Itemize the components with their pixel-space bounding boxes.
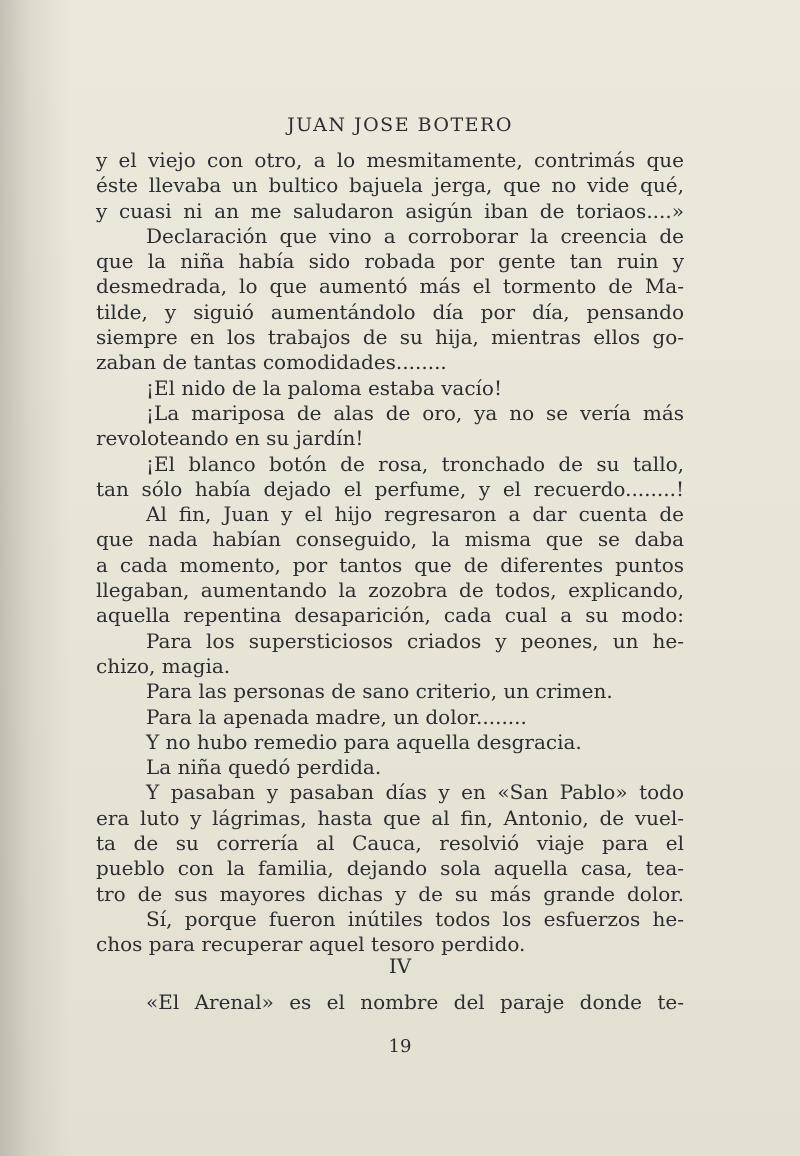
text-line: revoloteando en su jardín!	[96, 426, 364, 451]
text-line: Sí, porque fueron inútiles todos los esfuerzos he-	[146, 906, 684, 931]
text-line: era luto y lágrimas, hasta que al fin, Antonio, de vuel-	[96, 805, 684, 830]
text-line: Para la apenada madre, un dolor........	[146, 704, 527, 729]
section-heading: IV	[388, 954, 412, 978]
text-line: tilde, y siguió aumentándolo día por día, pensando	[96, 299, 684, 324]
text-line: Y pasaban y pasaban días y en «San Pablo» todo	[146, 780, 684, 805]
text-line: y el viejo con otro, a lo mesmitamente, contrimás que	[96, 148, 684, 172]
text-line: ta de su correría al Cauca, resolvió viaje para el	[96, 831, 684, 856]
text-line: llegaban, aumentando la zozobra de todos, explicando,	[96, 578, 684, 603]
text-line: chos para recuperar aquel tesoro perdido.	[96, 932, 526, 957]
text-line: ¡El nido de la paloma estaba vacío!	[146, 375, 502, 400]
text-line: pueblo con la familia, dejando sola aquella casa, tea-	[96, 856, 684, 881]
text-line: ¡La mariposa de alas de oro, ya no se vería más	[146, 400, 684, 425]
text-line: Y no hubo remedio para aquella desgracia.	[146, 729, 582, 754]
text-line: zaban de tantas comodidades........	[96, 350, 447, 375]
text-line: chizo, magia.	[96, 653, 231, 678]
text-line: Declaración que vino a corroborar la creencia de	[146, 223, 684, 248]
body-text	[96, 148, 684, 958]
running-header: JUAN JOSE BOTERO	[287, 114, 513, 136]
text-line: Al fin, Juan y el hijo regresaron a dar cuenta de	[146, 502, 684, 527]
text-line: y cuasi ni an me saludaron asigún iban de toriaos....»	[96, 198, 684, 223]
text-line: La niña quedó perdida.	[146, 755, 382, 780]
text-line: desmedrada, lo que aumentó más el tormento de Ma-	[96, 274, 684, 299]
text-line: siempre en los trabajos de su hija, mientras ellos go-	[96, 325, 684, 350]
text-line: que nada habían conseguido, la misma que se daba	[96, 527, 684, 552]
text-line: aquella repentina desaparición, cada cual a su modo:	[96, 603, 684, 628]
text-line: Para las personas de sano criterio, un crimen.	[146, 679, 613, 704]
text-line: tro de sus mayores dichas y de su más grande dolor.	[96, 881, 684, 906]
page-number: 19	[388, 1036, 412, 1057]
text-line: Para los supersticiosos criados y peones, un he-	[146, 628, 684, 653]
section-first-line: «El Arenal» es el nombre del paraje donde te-	[146, 990, 684, 1014]
text-line: tan sólo había dejado el perfume, y el recuerdo........!	[96, 476, 684, 501]
text-line: que la niña había sido robada por gente tan ruin y	[96, 249, 684, 274]
text-line: a cada momento, por tantos que de diferentes puntos	[96, 552, 684, 577]
text-line: ¡El blanco botón de rosa, tronchado de su tallo,	[146, 451, 684, 476]
text-line: éste llevaba un bultico bajuela jerga, que no vide qué,	[96, 173, 684, 198]
